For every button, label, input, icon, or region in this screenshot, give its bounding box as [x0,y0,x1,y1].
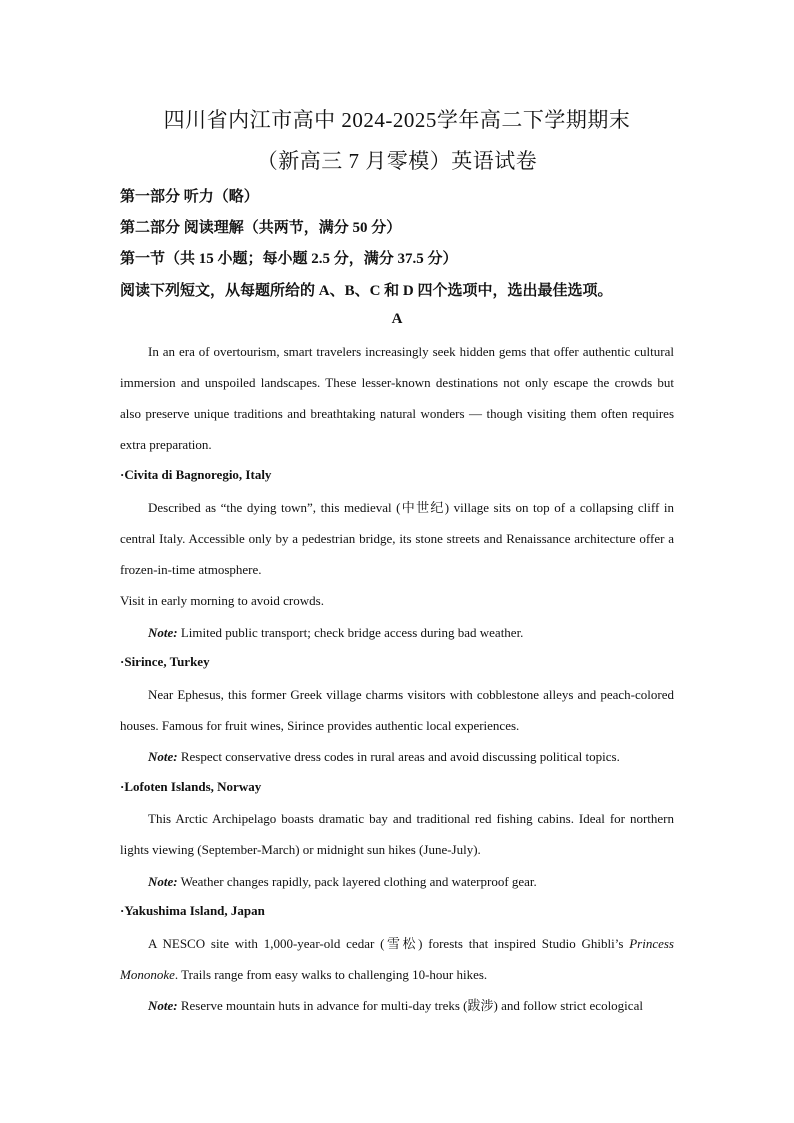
destination-note [120,617,674,648]
part1-heading: 第一部分 听力（略） [120,189,259,205]
destination-description: This Arctic Archipelago boasts dramatic bay and traditional red fishing cabins. Ideal for northern lights viewing (September-March) or midnight sun hikes (June-July). [120,811,674,857]
exam-title-line2: （新高三 7 月零模）英语试卷 [256,149,538,173]
destination-title: ·Civita di Bagnoregio, Italy [120,467,272,482]
destination-description: Described as “the dying town”, this medieval (中世纪) village sits on top of a collapsing cliff in central Italy. Accessible only by a pedestrian bridge, its stone streets and Renaissance architecture offer a frozen-in-time atmosphere. [120,500,674,577]
instruction-text: 阅读下列短文，从每题所给的 A、B、C 和 D 四个选项中，选出最佳选项。 [120,283,613,299]
destination-extra: Visit in early morning to avoid crowds. [120,593,324,608]
note-label: Note: [148,998,178,1013]
destination-note [120,741,674,772]
film-title: Princess Mononoke [120,936,674,982]
destination-note [120,866,674,897]
note-text: Limited public transport; check bridge access during bad weather. [177,625,524,640]
destination-title: ·Yakushima Island, Japan [120,903,265,918]
destination-title: ·Sirince, Turkey [120,654,210,669]
passage-intro: In an era of overtourism, smart travelers increasingly seek hidden gems that offer authentic cultural immersion and unspoiled landscapes. These lesser-known destinations not only escape the crowds but also preserve unique traditions and breathtaking natural wonders — though visiting them often requires extra preparation. [120,344,674,452]
note-text: Respect conservative dress codes in rural areas and avoid discussing political topics. [177,749,620,764]
destination-title: ·Lofoten Islands, Norway [120,779,262,794]
description-text: A NESCO site with 1,000-year-old cedar (雪松) forests that inspired Studio Ghibli’s [148,936,630,951]
note-text: Weather changes rapidly, pack layered clothing and waterproof gear. [177,874,537,889]
destination-description [120,928,674,990]
note-label: Note: [148,625,178,640]
note-label: Note: [148,749,178,764]
section1-heading: 第一节（共 15 小题；每小题 2.5 分，满分 37.5 分） [120,251,458,267]
note-label: Note: [148,874,178,889]
part2-heading: 第二部分 阅读理解（共两节，满分 50 分） [120,220,402,236]
note-text: Reserve mountain huts in advance for multi-day treks (跋涉) and follow strict ecological [177,998,643,1013]
destination-note [120,990,674,1021]
description-text: . Trails range from easy walks to challenging 10-hour hikes. [174,967,488,982]
destination-description: Near Ephesus, this former Greek village charms visitors with cobblestone alleys and peach-colored houses. Famous for fruit wines, Sirince provides authentic local experiences. [120,687,674,733]
exam-title-line1: 四川省内江市高中 2024-2025学年高二下学期期末 [163,108,631,132]
passage-label: A [391,311,403,327]
